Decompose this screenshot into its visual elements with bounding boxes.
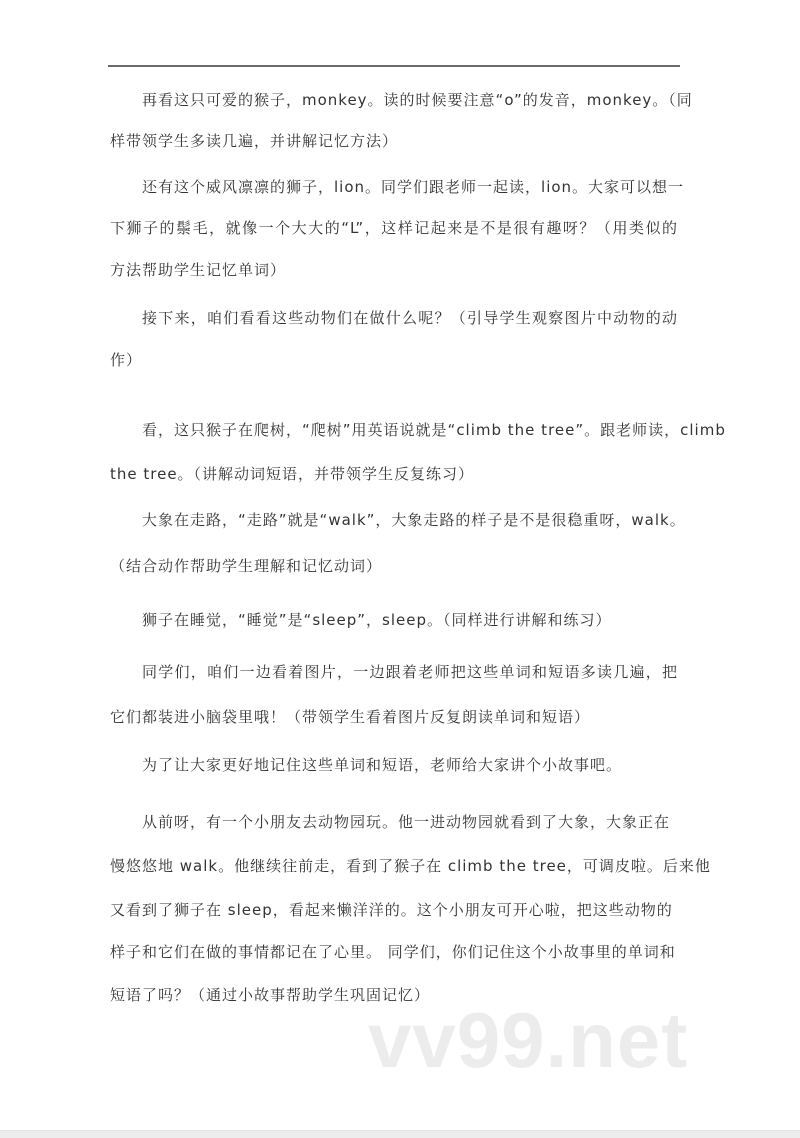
paragraph-line: 慢悠悠地 walk。他继续往前走，看到了猴子在 climb the tree，可调皮啦。后来他 (110, 857, 711, 875)
paragraph-line: 同学们，咱们一边看着图片，一边跟着老师把这些单词和短语多读几遍，把 (142, 663, 678, 681)
paragraph-line: 从前呀，有一个小朋友去动物园玩。他一进动物园就看到了大象，大象正在 (142, 813, 671, 831)
paragraph-line: 样带领学生多读几遍，并讲解记忆方法） (110, 132, 399, 150)
paragraph-line: （结合动作帮助学生理解和记忆动词） (110, 557, 383, 575)
paragraph-line: 短语了吗？（通过小故事帮助学生巩固记忆） (110, 986, 431, 1004)
paragraph-line: 为了让大家更好地记住这些单词和短语，老师给大家讲个小故事吧。 (142, 756, 623, 774)
paragraph-line: 大象在走路，“走路”就是“walk”，大象走路的样子是不是很稳重呀，walk。 (142, 511, 686, 529)
paragraph-line: 下狮子的鬃毛，就像一个大大的“L”，这样记起来是不是很有趣呀？（用类似的 (110, 219, 678, 237)
watermark: vv99.net (368, 996, 689, 1084)
header-rule (108, 65, 680, 67)
paragraph-line: 狮子在睡觉，“睡觉”是“sleep”，sleep。（同样进行讲解和练习） (142, 611, 612, 629)
paragraph-line: 再看这只可爱的猴子，monkey。读的时候要注意“o”的发音，monkey。（同 (142, 91, 693, 109)
paragraph-line: 接下来，咱们看看这些动物们在做什么呢？（引导学生观察图片中动物的动 (142, 309, 678, 327)
paragraph-line: 看，这只猴子在爬树，“爬树”用英语说就是“climb the tree”。跟老师读，climb (142, 421, 726, 439)
paragraph-line: 方法帮助学生记忆单词） (110, 261, 287, 279)
paragraph-line: the tree。（讲解动词短语，并带领学生反复练习） (110, 465, 475, 483)
paragraph-line: 作） (110, 351, 143, 369)
paragraph-line: 样子和它们在做的事情都记在了心里。 同学们，你们记住这个小故事里的单词和 (110, 943, 676, 961)
paragraph-line: 它们都装进小脑袋里哦！（带领学生看着图片反复朗读单词和短语） (110, 708, 591, 726)
paragraph-line: 还有这个威风凛凛的狮子，lion。同学们跟老师一起读，lion。大家可以想一 (142, 178, 685, 196)
paragraph-line: 又看到了狮子在 sleep，看起来懒洋洋的。这个小朋友可开心啦，把这些动物的 (110, 901, 673, 919)
